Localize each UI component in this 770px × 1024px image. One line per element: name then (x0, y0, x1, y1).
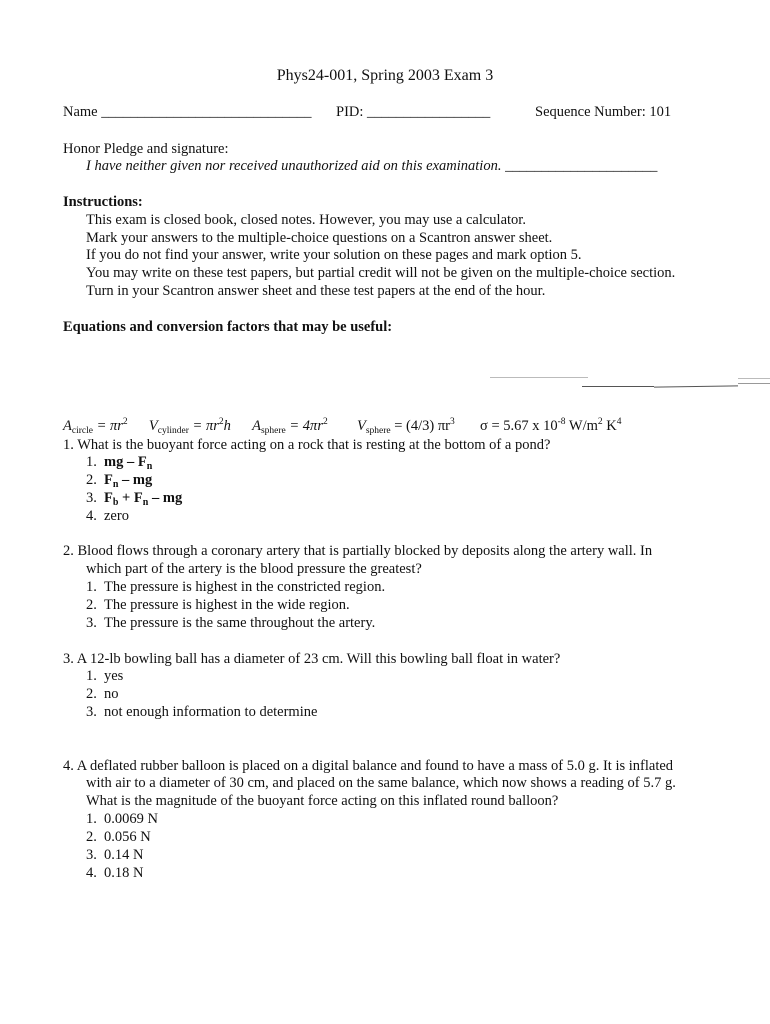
instruction-line: You may write on these test papers, but partial credit will not be given on the multiple-choice section. (86, 265, 676, 281)
divider (490, 377, 588, 378)
question-number: 1. (63, 437, 74, 453)
question-text: Blood flows through a coronary artery that is partially blocked by deposits along the artery wall. In (77, 543, 653, 559)
question-number: 4. (63, 758, 74, 774)
equations-line (63, 417, 622, 436)
choice: 1. yes (86, 668, 124, 684)
question-text: with air to a diameter of 30 cm, and placed on the same balance, which now shows a reading of 5.7 g. (86, 775, 676, 791)
choice: 1. mg – $F_n$ (86, 454, 153, 472)
divider (582, 386, 654, 387)
instruction-line: Turn in your Scantron answer sheet and these test papers at the end of the hour. (86, 283, 546, 299)
instruction-line: If you do not find your answer, write your solution on these pages and mark option 5. (86, 247, 582, 263)
choice: 2. $F_n$ – mg (86, 472, 153, 490)
divider (654, 385, 738, 387)
question-text: A deflated rubber balloon is placed on a digital balance and found to have a mass of 5.0 g. It is inflated (76, 758, 674, 774)
equations-heading: Equations and conversion factors that may be useful: (63, 319, 393, 335)
choice: 2. The pressure is highest in the wide region. (86, 597, 350, 613)
question-2 (63, 543, 652, 560)
choice: 4. zero (86, 508, 129, 524)
name-line (63, 104, 312, 121)
question-number: 2. (63, 543, 74, 559)
choice: 3. 0.14 N (86, 847, 144, 863)
eq-sphere-area: $A_{sphere} = 4\pi r^2$ (252, 417, 328, 436)
choice: 3. The pressure is the same throughout the artery. (86, 615, 376, 631)
page-title: Phys24-001, Spring 2003 Exam 3 (276, 67, 494, 84)
choice: 4. 0.18 N (86, 865, 144, 881)
choice: 1. 0.0069 N (86, 811, 158, 827)
pid-line (336, 104, 490, 121)
pid-label: PID: (336, 104, 364, 120)
pid-blank: _________________ (367, 104, 491, 120)
choice: 2. no (86, 686, 119, 702)
sequence-number: Sequence Number: 101 (535, 104, 672, 120)
question-text: What is the buoyant force acting on a rock that is resting at the bottom of a pond? (77, 437, 551, 453)
name-label: Name (63, 104, 98, 120)
divider (738, 383, 770, 384)
name-blank: _____________________________ (101, 104, 312, 120)
question-number: 3. (63, 651, 74, 667)
question-4 (63, 758, 673, 775)
eq-cylinder-volume: $V_{cylinder} = \pi r^2h$ (148, 417, 231, 436)
choice: 2. 0.056 N (86, 829, 151, 845)
instruction-line: This exam is closed book, closed notes. However, you may use a calculator. (86, 212, 526, 228)
divider (738, 378, 770, 379)
choice: 1. The pressure is highest in the constricted region. (86, 579, 386, 595)
eq-circle-area: $A_{circle} = \pi r^2$ (63, 417, 128, 436)
instructions-heading: Instructions: (63, 194, 143, 210)
question-3 (63, 651, 560, 668)
honor-label: Honor Pledge and signature: (63, 141, 229, 157)
question-1 (63, 437, 550, 454)
choice: 3. $F_b + F_n$ – mg (86, 490, 183, 508)
instruction-line: Mark your answers to the multiple-choice questions on a Scantron answer sheet. (86, 230, 553, 246)
question-text: What is the magnitude of the buoyant force acting on this inflated round balloon? (86, 793, 559, 809)
eq-stefan-boltzmann: σ = 5.67 x $10^{-8}$ $W/m^2$ $K^4$ (480, 417, 622, 434)
question-text: which part of the artery is the blood pressure the greatest? (86, 561, 422, 577)
honor-pledge: I have neither given nor received unauthorized aid on this examination. _____________________ (86, 158, 658, 174)
question-text: A 12-lb bowling ball has a diameter of 23 cm. Will this bowling ball float in water? (76, 651, 561, 667)
choice: 3. not enough information to determine (86, 704, 318, 720)
eq-sphere-volume: $V_{sphere} = (4/3)$ $\pi r^3$ (356, 417, 455, 436)
